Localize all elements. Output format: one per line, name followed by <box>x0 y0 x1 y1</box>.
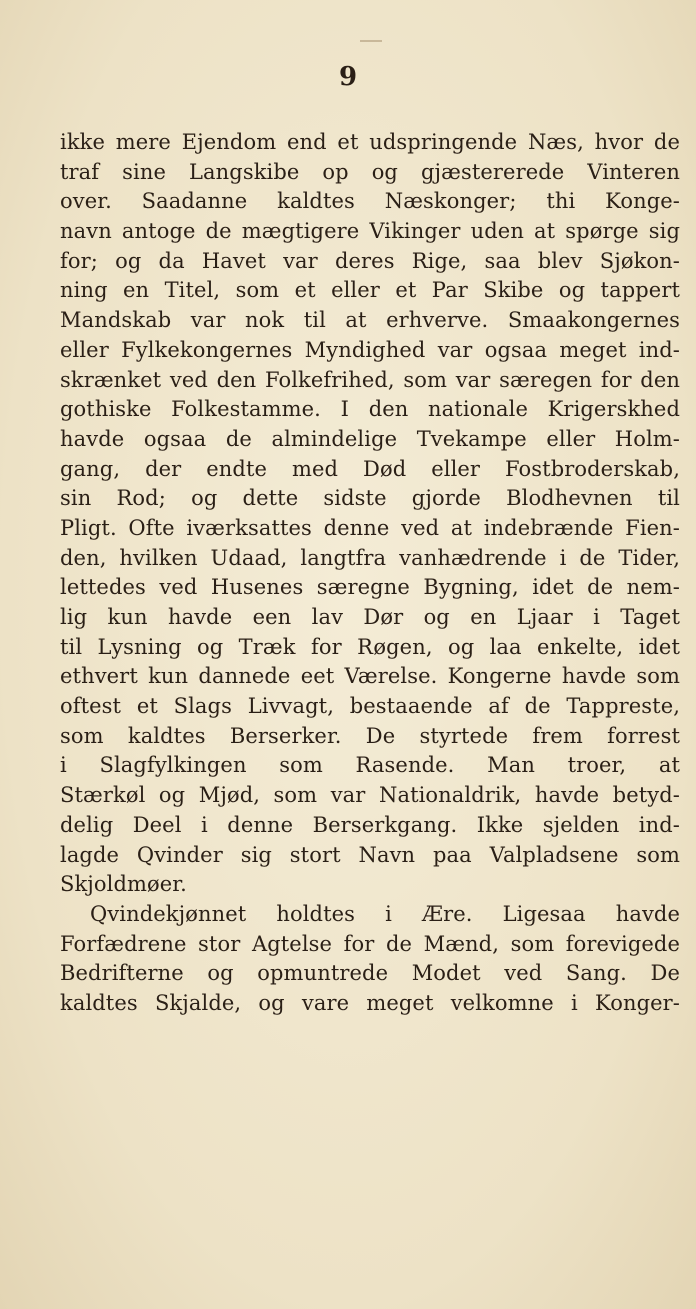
body-text <box>60 128 680 1019</box>
text-line: gothiske Folkestamme. I den nationale Krigerskhed <box>60 397 680 422</box>
text-line: kaldtes Skjalde, og vare meget velkomne i Konger- <box>60 990 680 1015</box>
text-line: skrænket ved den Folkefrihed, som var særegen for den <box>60 367 680 392</box>
text-line: ethvert kun dannede eet Værelse. Kongerne havde som <box>60 664 680 689</box>
text-line: sin Rod; og dette sidste gjorde Blodhevnen til <box>60 486 680 511</box>
text-line: oftest et Slags Livvagt, bestaaende af de Tappreste, <box>60 694 680 719</box>
page-number: 9 <box>338 62 358 92</box>
text-line: ning en Titel, som et eller et Par Skibe og tappert <box>60 278 680 303</box>
text-line: Qvindekjønnet holdtes i Ære. Ligesaa havde <box>90 901 680 926</box>
text-line: havde ogsaa de almindelige Tvekampe eller Holm- <box>60 426 680 451</box>
text-line: i Slagfylkingen som Rasende. Man troer, at <box>60 753 680 778</box>
text-line: Skjoldmøer. <box>60 872 187 897</box>
text-line: Pligt. Ofte iværksattes denne ved at indebrænde Fien- <box>60 515 680 540</box>
text-line: over. Saadanne kaldtes Næskonger; thi Konge- <box>60 189 680 214</box>
text-line: Forfædrene stor Agtelse for de Mænd, som forevigede <box>60 931 680 956</box>
text-line: eller Fylkekongernes Myndighed var ogsaa meget ind- <box>60 337 680 362</box>
text-line: Mandskab var nok til at erhverve. Smaakongernes <box>60 308 680 333</box>
text-line: ikke mere Ejendom end et udspringende Næs, hvor de <box>60 130 680 154</box>
text-line: delig Deel i denne Berserkgang. Ikke sjelden ind- <box>60 812 680 837</box>
text-line: lettedes ved Husenes særegne Bygning, idet de nem- <box>60 575 680 600</box>
text-line: navn antoge de mægtigere Vikinger uden at spørge sig <box>60 219 680 244</box>
text-line: lig kun havde een lav Dør og en Ljaar i Taget <box>60 605 680 629</box>
print-mark <box>360 40 382 42</box>
text-line: traf sine Langskibe op og gjæstererede Vinteren <box>60 159 680 184</box>
text-line: som kaldtes Berserker. De styrtede frem forrest <box>60 723 680 748</box>
text-line: Stærkøl og Mjød, som var Nationaldrik, havde betyd- <box>60 783 680 808</box>
text-line: lagde Qvinder sig stort Navn paa Valpladsene som <box>60 842 680 867</box>
text-line: til Lysning og Træk for Røgen, og laa enkelte, idet <box>60 634 680 659</box>
text-line: gang, der endte med Død eller Fostbroderskab, <box>60 456 680 481</box>
text-line: den, hvilken Udaad, langtfra vanhædrende i de Tider, <box>60 545 680 570</box>
text-line: Bedrifterne og opmuntrede Modet ved Sang. De <box>60 961 680 986</box>
text-line: for; og da Havet var deres Rige, saa blev Sjøkon- <box>60 248 680 273</box>
